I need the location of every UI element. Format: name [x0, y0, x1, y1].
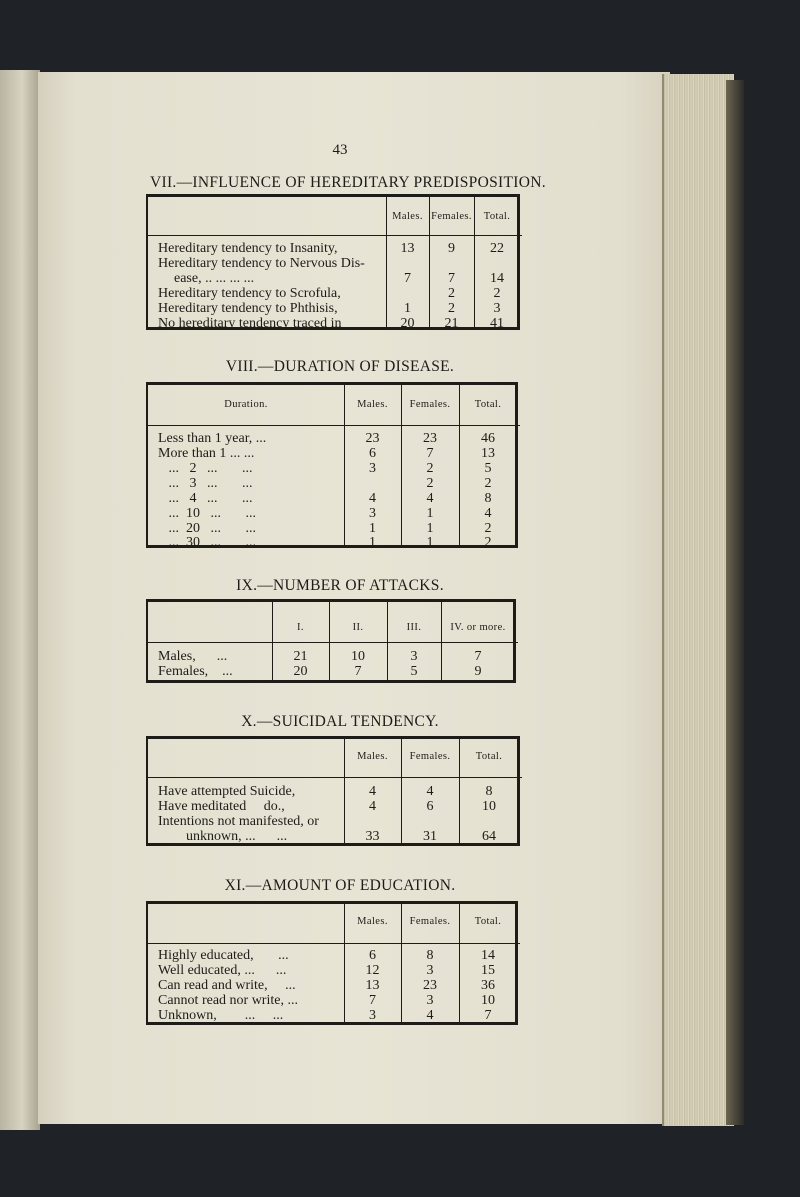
table-amount-of-education — [146, 901, 518, 1025]
col-header-total: Total. — [474, 916, 502, 927]
binding-shadow — [726, 80, 744, 1125]
cell-males: 3 — [369, 506, 376, 521]
cell-total: 46 — [481, 431, 495, 446]
row-label: ... 10 ... ... — [158, 506, 256, 521]
cell-total: 10 — [482, 799, 496, 814]
row-label: ease, .. ... ... ... — [174, 271, 255, 286]
cell-males: 1 — [369, 521, 376, 536]
section-title-ix: IX.—NUMBER OF ATTACKS. — [236, 577, 444, 594]
row-label: Can read and write, ... — [158, 978, 296, 993]
cell-females: 2 — [448, 301, 455, 316]
cell-males: 33 — [365, 829, 380, 844]
cell-males: 13 — [400, 241, 415, 256]
cell-males: 4 — [369, 784, 376, 799]
cell-total: 3 — [493, 301, 501, 316]
row-label: ... 20 ... ... — [158, 521, 256, 536]
row-label: Well educated, ... ... — [158, 963, 287, 978]
table-row — [148, 431, 515, 446]
cell-males: 12 — [365, 963, 380, 978]
cell-total: 4 — [484, 506, 492, 521]
cell-total: 36 — [481, 978, 495, 993]
cell-females: 9 — [448, 241, 455, 256]
table-row — [148, 301, 517, 316]
col-header-total: Total. — [475, 751, 503, 762]
row-label: ... 2 ... ... — [158, 461, 253, 476]
table-row — [148, 491, 515, 506]
cell-females: 23 — [423, 978, 437, 993]
cell-females: 1 — [426, 521, 434, 536]
row-label: Hereditary tendency to Insanity, — [158, 241, 338, 256]
row-label: Males, ... — [158, 649, 228, 664]
table-row — [148, 461, 515, 476]
cell-females: 31 — [423, 829, 437, 844]
table-row — [148, 241, 517, 256]
cell-iii: 3 — [410, 649, 418, 664]
cell-males: 3 — [369, 461, 376, 476]
page-edges — [662, 74, 734, 1126]
cell-females: 3 — [426, 993, 434, 1008]
cell-females: 3 — [426, 963, 434, 978]
row-label: ... 3 ... ... — [158, 476, 253, 491]
table-row — [148, 256, 517, 271]
left-page-edge — [0, 70, 40, 1130]
cell-total: 2 — [484, 476, 492, 491]
cell-total: 8 — [485, 784, 493, 799]
col-header-i: I. — [297, 622, 304, 633]
col-header-iii: III. — [406, 622, 422, 633]
cell-females: 8 — [426, 948, 434, 963]
table-row — [148, 829, 517, 844]
row-label: ... 4 ... ... — [158, 491, 253, 506]
cell-i: 20 — [293, 664, 308, 679]
section-title-viii: VIII.—DURATION OF DISEASE. — [225, 358, 455, 375]
col-header-females: Females. — [431, 211, 472, 222]
cell-females: 2 — [426, 461, 434, 476]
cell-females: 6 — [426, 799, 434, 814]
cell-total: 10 — [481, 993, 495, 1008]
cell-males: 1 — [369, 535, 376, 550]
cell-total: 41 — [490, 316, 504, 331]
cell-males: 7 — [404, 271, 411, 286]
cell-males: 3 — [369, 1008, 376, 1023]
cell-males: 6 — [369, 446, 376, 461]
cell-total: 8 — [484, 491, 492, 506]
row-label: Highly educated, ... — [158, 948, 289, 963]
cell-total: 2 — [484, 521, 492, 536]
col-header-total: Total. — [483, 211, 511, 222]
table-row — [148, 784, 517, 799]
row-label: Females, ... — [158, 664, 233, 679]
cell-females: 2 — [426, 476, 434, 491]
col-header-females: Females. — [409, 751, 451, 762]
table-row — [148, 535, 515, 550]
table-row — [148, 521, 515, 536]
table-row — [148, 978, 515, 993]
cell-females: 2 — [448, 286, 455, 301]
col-header-total: Total. — [474, 399, 502, 410]
cell-males: 4 — [369, 491, 376, 506]
cell-total: 7 — [484, 1008, 492, 1023]
col-header-females: Females. — [409, 399, 451, 410]
table-hereditary-predisposition — [146, 194, 520, 330]
cell-females: 21 — [444, 316, 459, 331]
table-row — [148, 316, 517, 331]
row-label: Hereditary tendency to Phthisis, — [158, 301, 338, 316]
row-label: ... 30 ... ... — [158, 535, 256, 550]
section-title-xi: XI.—AMOUNT OF EDUCATION. — [224, 877, 456, 894]
col-header-males: Males. — [392, 211, 423, 222]
section-title-x: X.—SUICIDAL TENDENCY. — [241, 713, 439, 730]
table-row — [148, 948, 515, 963]
table-row — [148, 446, 515, 461]
col-header-males: Males. — [357, 751, 388, 762]
table-row — [148, 1008, 515, 1023]
table-row — [148, 993, 515, 1008]
table-row — [148, 814, 517, 829]
cell-total: 13 — [481, 446, 495, 461]
cell-total: 2 — [493, 286, 501, 301]
table-row — [148, 963, 515, 978]
row-label: More than 1 ... ... — [158, 446, 255, 461]
col-header-males: Males. — [357, 916, 388, 927]
cell-females: 7 — [448, 271, 455, 286]
table-row — [148, 664, 513, 679]
row-label: Intentions not manifested, or — [158, 814, 319, 829]
cell-males: 4 — [369, 799, 376, 814]
table-suicidal-tendency — [146, 736, 520, 846]
cell-total: 22 — [490, 241, 504, 256]
col-header-males: Males. — [357, 399, 388, 410]
cell-females: 4 — [426, 491, 434, 506]
cell-females: 1 — [426, 535, 434, 550]
cell-males: 20 — [400, 316, 415, 331]
table-duration-of-disease — [146, 382, 518, 548]
row-label: Unknown, ... ... — [158, 1008, 284, 1023]
cell-males: 6 — [369, 948, 376, 963]
table-number-of-attacks — [146, 599, 516, 683]
cell-females: 1 — [426, 506, 434, 521]
table-row — [148, 286, 517, 301]
row-label: Less than 1 year, ... — [158, 431, 267, 446]
cell-ii: 10 — [351, 649, 365, 664]
table-row — [148, 476, 515, 491]
row-label: unknown, ... ... — [186, 829, 288, 844]
cell-females: 23 — [423, 431, 437, 446]
cell-iii: 5 — [410, 664, 418, 679]
cell-total: 15 — [481, 963, 495, 978]
cell-i: 21 — [293, 649, 308, 664]
col-header-females: Females. — [409, 916, 451, 927]
row-label: Hereditary tendency to Scrofula, — [158, 286, 341, 301]
section-title-vii: VII.—INFLUENCE OF HEREDITARY PREDISPOSITION. — [150, 174, 546, 191]
row-label: Cannot read nor write, ... — [158, 993, 298, 1008]
cell-total: 14 — [490, 271, 504, 286]
row-label: Have meditated do., — [158, 799, 285, 814]
cell-males: 23 — [365, 431, 380, 446]
cell-females: 7 — [426, 446, 434, 461]
cell-females: 4 — [426, 1008, 434, 1023]
cell-ii: 7 — [354, 664, 362, 679]
cell-iv-or-more: 9 — [474, 664, 482, 679]
cell-females: 4 — [426, 784, 434, 799]
cell-total: 64 — [482, 829, 496, 844]
table-row — [148, 271, 517, 286]
table-row — [148, 506, 515, 521]
page-number: 43 — [332, 142, 348, 158]
col-header-ii: II. — [352, 622, 364, 633]
col-header-iv-or-more: IV. or more. — [450, 622, 506, 633]
cell-total: 14 — [481, 948, 495, 963]
col-header-duration: Duration. — [224, 399, 268, 410]
table-row — [148, 799, 517, 814]
cell-total: 2 — [484, 535, 492, 550]
row-label: No hereditary tendency traced in — [158, 316, 342, 331]
cell-males: 1 — [404, 301, 411, 316]
row-label: Hereditary tendency to Nervous Dis- — [158, 256, 365, 271]
cell-males: 13 — [365, 978, 380, 993]
cell-iv-or-more: 7 — [474, 649, 482, 664]
row-label: Have attempted Suicide, — [158, 784, 296, 799]
table-row — [148, 649, 513, 664]
cell-total: 5 — [484, 461, 492, 476]
cell-males: 7 — [369, 993, 376, 1008]
